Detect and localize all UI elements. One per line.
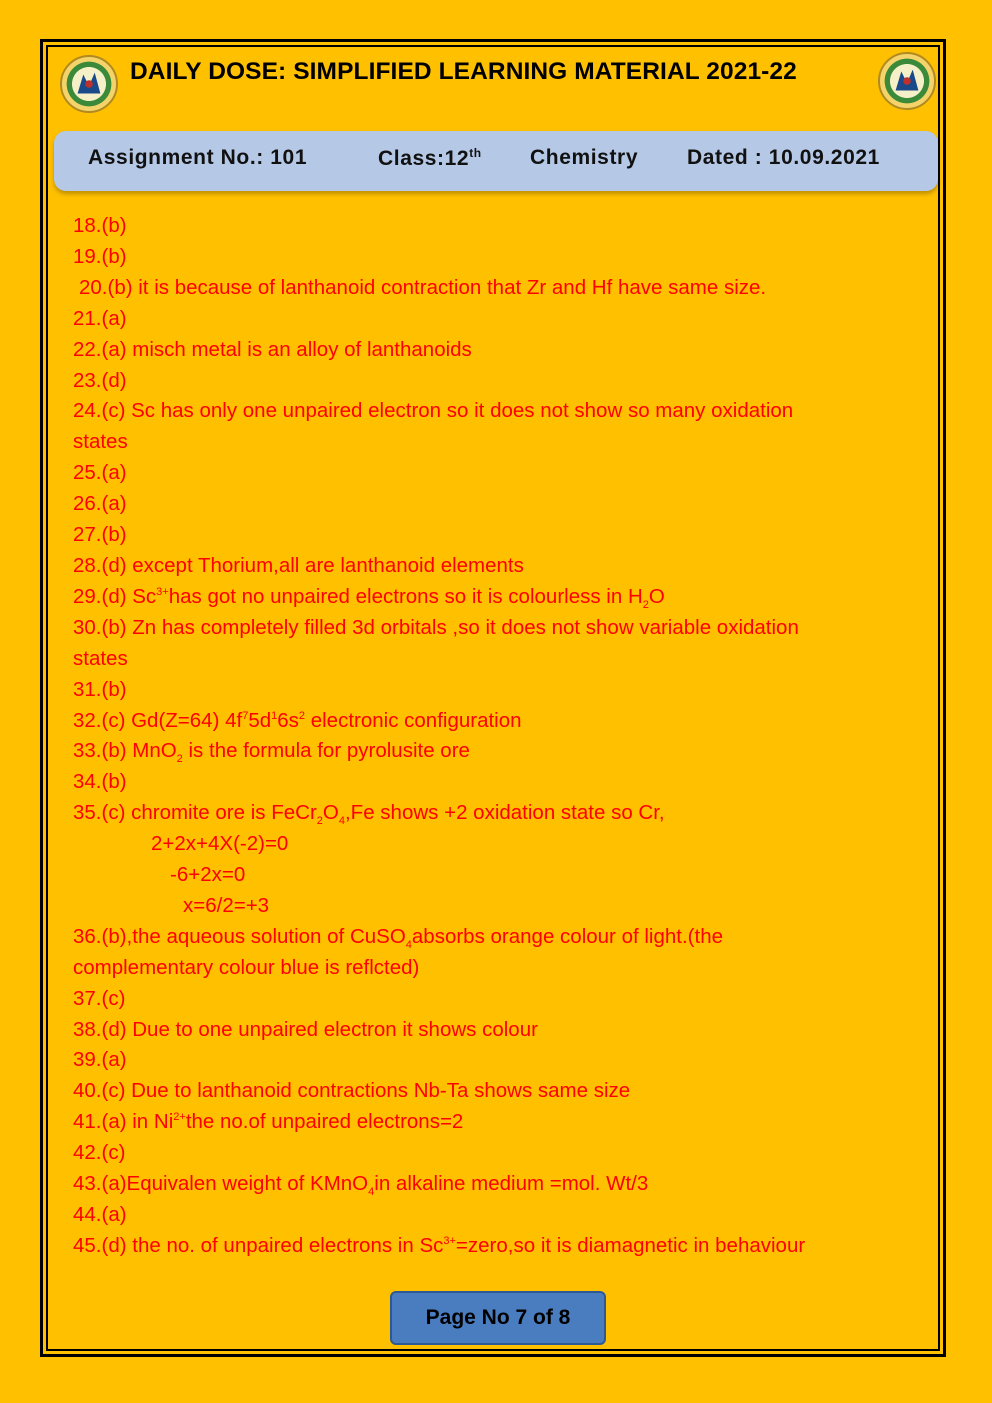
answer-line: 30.(b) Zn has completely filled 3d orbitals ,so it does not show variable oxidation (73, 615, 799, 639)
answer-line: 33.(b) MnO$_2$ is the formula for pyrolusite ore (73, 739, 470, 766)
answer-line: 18.(b) (73, 214, 127, 237)
class-label: Class:12th (378, 146, 482, 170)
document-title: DAILY DOSE: SIMPLIFIED LEARNING MATERIAL 2021-22 (130, 58, 797, 85)
answer-line: 39.(a) (73, 1048, 127, 1072)
subject-label: Chemistry (530, 146, 639, 169)
answer-line: states (73, 430, 128, 454)
answer-line: 24.(c) Sc has only one unpaired electron so it does not show so many oxidation (73, 399, 794, 423)
answer-line: states (73, 646, 128, 670)
answer-line: 21.(a) (73, 306, 127, 330)
answer-line: 29.(d) $Sc^{3+}has$ got no unpaired electrons so it is colourless in $H_2O$ (73, 584, 665, 611)
equation-line: x=6/2=+3 (183, 893, 270, 917)
answer-line: 23.(d) (73, 368, 127, 392)
answer-line: 31.(b) (73, 677, 127, 701)
answer-line: 32.(c) Gd(Z=64) $4f^75d^16s^2$ electronic configuration (73, 708, 522, 732)
answer-line: 19.(b) (73, 244, 127, 268)
answer-line: 41.(a) in $Ni^{2+}the$ no.of unpaired electrons=2 (73, 1110, 464, 1134)
answer-line: 34.(b) (73, 770, 127, 794)
answer-line: complementary colour blue is reflcted) (73, 955, 420, 979)
equation-line: -6+2x=0 (170, 863, 246, 887)
answer-line: 35.(c) chromite ore is $FeCr_2O_4,Fe$ shows +2 oxidation state so Cr, (73, 801, 665, 828)
answer-line: 44.(a) (73, 1203, 127, 1226)
answer-line: 37.(c) (73, 986, 126, 1010)
answer-line: 36.(b),the aqueous solution of CuSO$_4$absorbs orange colour of light.(the (73, 924, 723, 951)
answer-line: 43.(a)Equivalen weight of KMnO$_4$in alkaline medium =mol. Wt/3 (73, 1172, 649, 1199)
school-emblem-icon (878, 52, 936, 110)
answer-line: 27.(b) (73, 523, 127, 547)
answer-line: 25.(a) (73, 461, 127, 485)
answer-line: 40.(c) Due to lanthanoid contractions Nb-Ta shows same size (73, 1079, 631, 1103)
answer-line: 42.(c) (73, 1141, 126, 1165)
answer-list (73, 211, 923, 1262)
date-label: Dated : 10.09.2021 (687, 146, 880, 169)
answer-line: 20.(b) it is because of lanthanoid contraction that Zr and Hf have same size. (79, 275, 767, 299)
answer-line: 26.(a) (73, 492, 127, 516)
page-number-box: Page No 7 of 8 (390, 1291, 606, 1345)
school-emblem-icon (60, 55, 118, 113)
answer-line: 28.(d) except Thorium,all are lanthanoid elements (73, 553, 524, 577)
equation-line: 2+2x+4X(-2)=0 (151, 832, 289, 856)
answer-line: 22.(a) misch metal is an alloy of lanthanoids (73, 337, 472, 361)
answer-line: 45.(d) the no. of unpaired electrons in $Sc^{3+}=zero,so$ it is diamagnetic in behaviour (73, 1233, 806, 1257)
answer-line: 38.(d) Due to one unpaired electron it shows colour (73, 1017, 538, 1041)
assignment-info-bar (54, 131, 938, 191)
assignment-number: Assignment No.: 101 (88, 146, 308, 169)
